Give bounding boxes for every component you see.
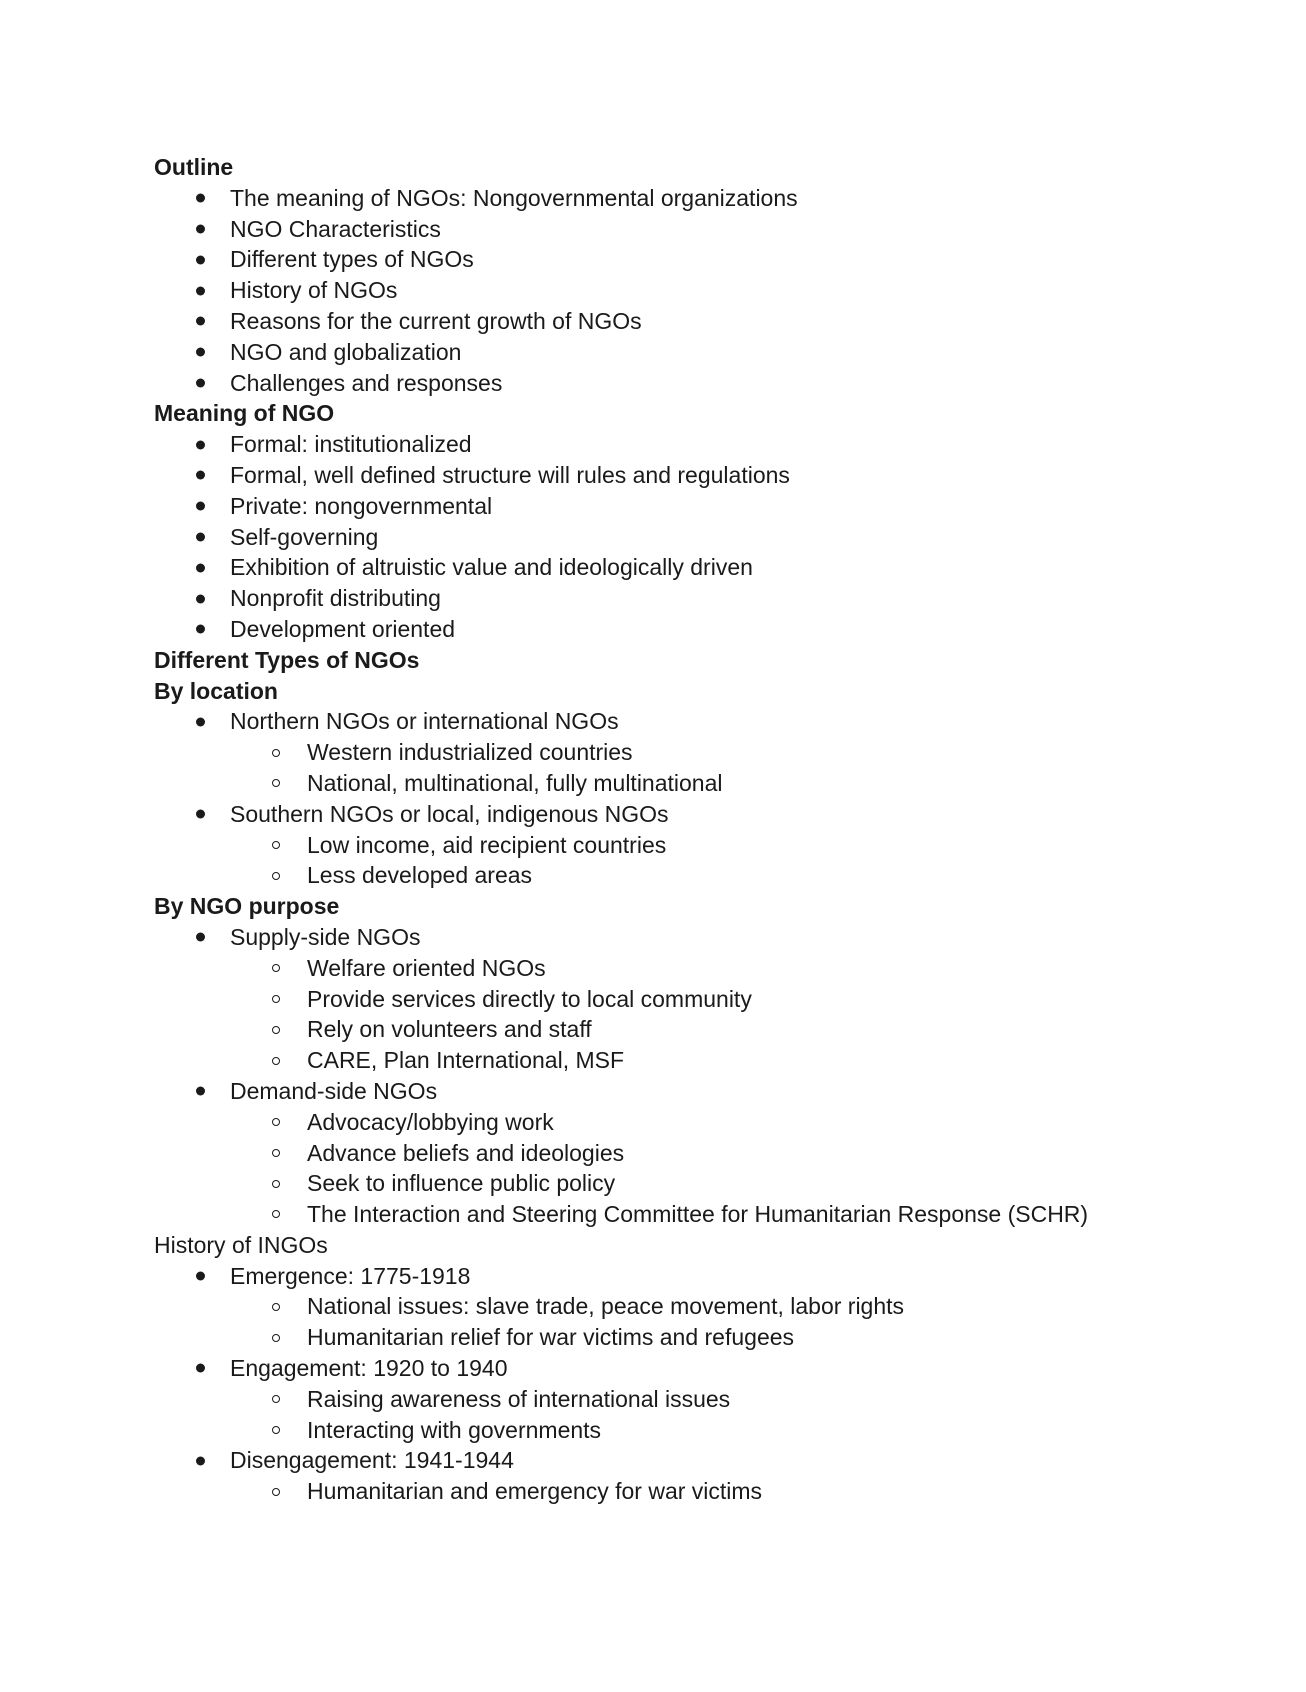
sub-bullet-item [154, 768, 1154, 799]
filled-bullet-icon [196, 502, 205, 511]
bullet-item-text: Northern NGOs or international NGOs [230, 708, 619, 735]
filled-bullet-icon [196, 1087, 205, 1096]
section-heading-text: By NGO purpose [154, 893, 340, 920]
bullet-item-text: NGO and globalization [230, 338, 462, 365]
bullet-item-text: NGO Characteristics [230, 215, 441, 242]
bullet-item-text: Self-governing [230, 523, 379, 550]
section-heading [154, 152, 1154, 183]
bullet-item [154, 922, 1154, 953]
hollow-bullet-icon [272, 1026, 280, 1034]
sub-bullet-item [154, 1384, 1154, 1415]
bullet-item [154, 1445, 1154, 1476]
hollow-bullet-icon [272, 964, 280, 972]
sub-bullet-item-text: National issues: slave trade, peace movement, labor rights [307, 1293, 905, 1320]
filled-bullet-icon [196, 717, 205, 726]
sub-bullet-item [154, 1291, 1154, 1322]
sub-bullet-item [154, 1199, 1154, 1230]
hollow-bullet-icon [272, 872, 280, 880]
bullet-item [154, 214, 1154, 245]
bullet-item [154, 491, 1154, 522]
bullet-item [154, 552, 1154, 583]
bullet-item [154, 275, 1154, 306]
sub-bullet-item [154, 984, 1154, 1015]
bullet-item-text: Supply-side NGOs [230, 923, 421, 950]
bullet-item-text: History of NGOs [230, 277, 398, 304]
sub-bullet-item-text: Humanitarian and emergency for war victims [307, 1478, 763, 1505]
bullet-item [154, 368, 1154, 399]
bullet-item-text: Emergence: 1775-1918 [230, 1262, 471, 1289]
sub-bullet-item-text: CARE, Plan International, MSF [307, 1047, 625, 1074]
hollow-bullet-icon [272, 1057, 280, 1065]
sub-bullet-item-text: Western industrialized countries [307, 739, 633, 766]
section-heading [154, 645, 1154, 676]
sub-bullet-item [154, 1476, 1154, 1507]
section-heading-plain [154, 1230, 1154, 1261]
filled-bullet-icon [196, 440, 205, 449]
bullet-item [154, 244, 1154, 275]
bullet-item-text: Formal: institutionalized [230, 431, 472, 458]
sub-bullet-item [154, 1168, 1154, 1199]
section-heading-text: Meaning of NGO [154, 400, 335, 427]
document-body [154, 152, 1154, 1507]
hollow-bullet-icon [272, 1395, 280, 1403]
bullet-item [154, 460, 1154, 491]
hollow-bullet-icon [272, 1210, 280, 1218]
sub-bullet-item-text: Welfare oriented NGOs [307, 954, 546, 981]
hollow-bullet-icon [272, 1303, 280, 1311]
filled-bullet-icon [196, 1272, 205, 1281]
sub-bullet-item [154, 1415, 1154, 1446]
hollow-bullet-icon [272, 1426, 280, 1434]
filled-bullet-icon [196, 563, 205, 572]
sub-bullet-item-text: Low income, aid recipient countries [307, 831, 667, 858]
bullet-item-text: Demand-side NGOs [230, 1077, 438, 1104]
sub-bullet-item-text: Interacting with governments [307, 1416, 602, 1443]
bullet-item [154, 337, 1154, 368]
filled-bullet-icon [196, 1364, 205, 1373]
sub-bullet-item [154, 1138, 1154, 1169]
bullet-item-text: Private: nongovernmental [230, 492, 493, 519]
bullet-item [154, 429, 1154, 460]
filled-bullet-icon [196, 1456, 205, 1465]
sub-bullet-item-text: Advance beliefs and ideologies [307, 1139, 625, 1166]
filled-bullet-icon [196, 286, 205, 295]
bullet-item-text: The meaning of NGOs: Nongovernmental organizations [230, 184, 798, 211]
filled-bullet-icon [196, 255, 205, 264]
hollow-bullet-icon [272, 1334, 280, 1342]
bullet-item-text: Exhibition of altruistic value and ideologically driven [230, 554, 753, 581]
bullet-item-text: Nonprofit distributing [230, 585, 441, 612]
hollow-bullet-icon [272, 841, 280, 849]
sub-bullet-item-text: The Interaction and Steering Committee for Humanitarian Response (SCHR) [307, 1201, 1089, 1228]
sub-bullet-item [154, 1107, 1154, 1138]
sub-bullet-item-text: Humanitarian relief for war victims and refugees [307, 1324, 795, 1351]
sub-bullet-item-text: National, multinational, fully multinational [307, 769, 723, 796]
bullet-item-text: Formal, well defined structure will rules and regulations [230, 461, 790, 488]
filled-bullet-icon [196, 194, 205, 203]
bullet-item-text: Disengagement: 1941-1944 [230, 1447, 514, 1474]
sub-bullet-item [154, 953, 1154, 984]
filled-bullet-icon [196, 317, 205, 326]
sub-bullet-item [154, 1014, 1154, 1045]
bullet-item [154, 799, 1154, 830]
bullet-item-text: Different types of NGOs [230, 246, 474, 273]
sub-bullet-item [154, 737, 1154, 768]
bullet-item [154, 522, 1154, 553]
sub-bullet-item-text: Provide services directly to local community [307, 985, 752, 1012]
filled-bullet-icon [196, 625, 205, 634]
bullet-item-text: Development oriented [230, 615, 456, 642]
hollow-bullet-icon [272, 995, 280, 1003]
filled-bullet-icon [196, 933, 205, 942]
sub-bullet-item-text: Raising awareness of international issues [307, 1385, 731, 1412]
sub-bullet-item-text: Seek to influence public policy [307, 1170, 616, 1197]
section-heading-text: By location [154, 677, 278, 704]
bullet-item [154, 1076, 1154, 1107]
sub-bullet-item-text: Rely on volunteers and staff [307, 1016, 592, 1043]
section-heading-text: Outline [154, 154, 234, 180]
bullet-item [154, 614, 1154, 645]
hollow-bullet-icon [272, 1118, 280, 1126]
section-heading [154, 676, 1154, 707]
bullet-item [154, 583, 1154, 614]
filled-bullet-icon [196, 224, 205, 233]
sub-bullet-item-text: Less developed areas [307, 862, 533, 889]
bullet-item [154, 706, 1154, 737]
section-heading [154, 891, 1154, 922]
hollow-bullet-icon [272, 1488, 280, 1496]
hollow-bullet-icon [272, 749, 280, 757]
section-heading-text: Different Types of NGOs [154, 646, 420, 673]
filled-bullet-icon [196, 594, 205, 603]
bullet-item [154, 1261, 1154, 1292]
filled-bullet-icon [196, 348, 205, 357]
filled-bullet-icon [196, 810, 205, 819]
hollow-bullet-icon [272, 1149, 280, 1157]
hollow-bullet-icon [272, 779, 280, 787]
sub-bullet-item-text: Advocacy/lobbying work [307, 1108, 554, 1135]
bullet-item-text: Engagement: 1920 to 1940 [230, 1355, 508, 1382]
filled-bullet-icon [196, 471, 205, 480]
bullet-item [154, 183, 1154, 214]
sub-bullet-item [154, 1045, 1154, 1076]
section-heading [154, 398, 1154, 429]
bullet-item-text: Reasons for the current growth of NGOs [230, 307, 642, 334]
hollow-bullet-icon [272, 1180, 280, 1188]
sub-bullet-item [154, 1322, 1154, 1353]
sub-bullet-item [154, 860, 1154, 891]
bullet-item-text: Challenges and responses [230, 369, 503, 396]
bullet-item-text: Southern NGOs or local, indigenous NGOs [230, 800, 669, 827]
sub-bullet-item [154, 830, 1154, 861]
bullet-item [154, 1353, 1154, 1384]
filled-bullet-icon [196, 378, 205, 387]
bullet-item [154, 306, 1154, 337]
section-heading-plain-text: History of INGOs [154, 1231, 328, 1258]
filled-bullet-icon [196, 532, 205, 541]
